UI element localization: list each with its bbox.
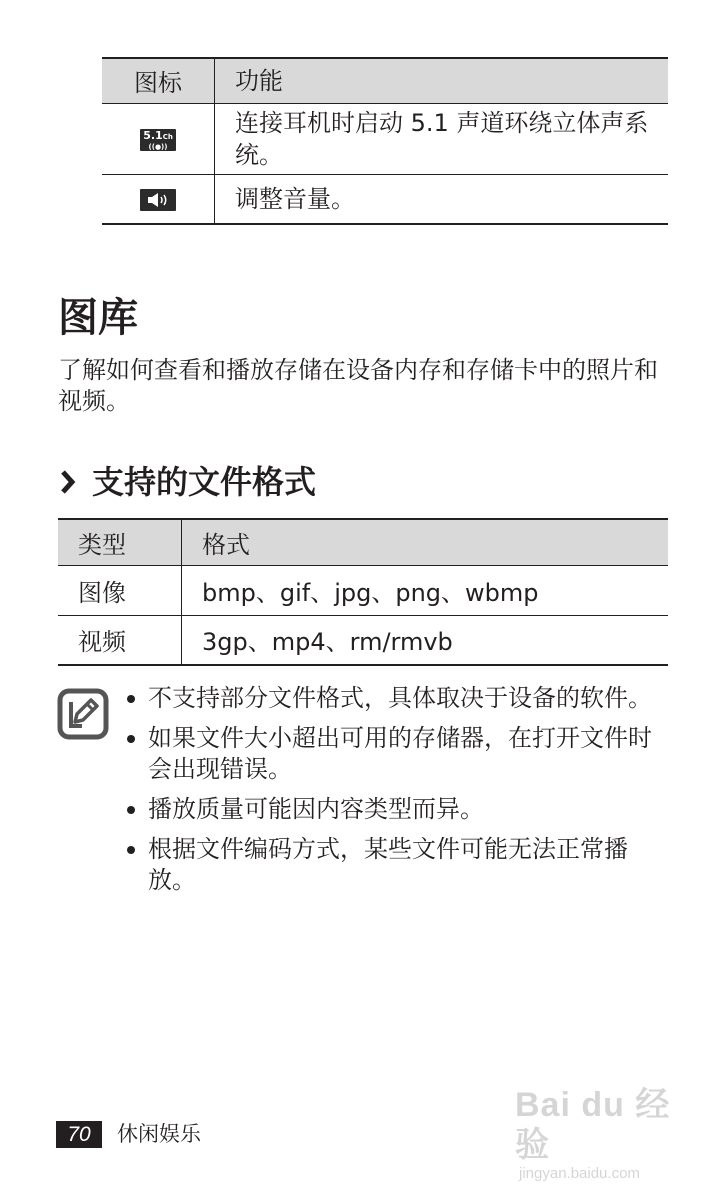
table-row — [102, 174, 668, 224]
note-list — [120, 683, 660, 905]
list-item: 不支持部分文件格式，具体取决于设备的软件。 — [120, 683, 660, 714]
watermark-url: jingyan.baidu.com — [519, 1165, 640, 1182]
table-row — [58, 565, 668, 615]
header-function: 功能 — [215, 58, 669, 103]
chevron-right-icon — [58, 468, 78, 496]
note-pencil-icon — [57, 688, 109, 740]
watermark-logo: Bai du 经验 — [515, 1086, 671, 1164]
table-header-row — [102, 58, 668, 103]
section-title: 图库 — [58, 295, 138, 341]
header-icon: 图标 — [102, 58, 215, 103]
list-item: 播放质量可能因内容类型而异。 — [120, 794, 660, 825]
section-intro: 了解如何查看和播放存储在设备内存和存储卡中的照片和视频。 — [58, 356, 658, 415]
sound-waves-glyph: ((●)) — [148, 142, 168, 151]
function-cell: 连接耳机时启动 5.1 声道环绕立体声系统。 — [215, 103, 669, 174]
chapter-label: 休闲娱乐 — [117, 1122, 201, 1146]
table-header-row — [58, 519, 668, 565]
subsection-title-text: 支持的文件格式 — [92, 463, 317, 501]
page-number: 70 — [56, 1121, 102, 1148]
formats-cell: bmp、gif、jpg、png、wbmp — [182, 565, 669, 615]
surround-icon-suffix: Ch — [162, 132, 173, 141]
icon-cell — [102, 103, 215, 174]
surround-icon-number: 5.1 — [143, 128, 163, 142]
subsection-title — [58, 460, 316, 504]
icon-function-table — [102, 57, 668, 225]
list-item: 如果文件大小超出可用的存储器，在打开文件时会出现错误。 — [120, 723, 660, 785]
header-format: 格式 — [182, 519, 669, 565]
table-row — [58, 615, 668, 665]
function-cell: 调整音量。 — [215, 174, 669, 224]
surround-sound-icon — [140, 129, 176, 151]
table-row — [102, 103, 668, 174]
format-table — [58, 518, 668, 666]
volume-icon — [140, 189, 176, 211]
type-cell: 图像 — [58, 565, 182, 615]
watermark — [515, 1085, 685, 1182]
icon-cell — [102, 174, 215, 224]
formats-cell: 3gp、mp4、rm/rmvb — [182, 615, 669, 665]
list-item: 根据文件编码方式，某些文件可能无法正常播放。 — [120, 834, 660, 896]
type-cell: 视频 — [58, 615, 182, 665]
header-type: 类型 — [58, 519, 182, 565]
